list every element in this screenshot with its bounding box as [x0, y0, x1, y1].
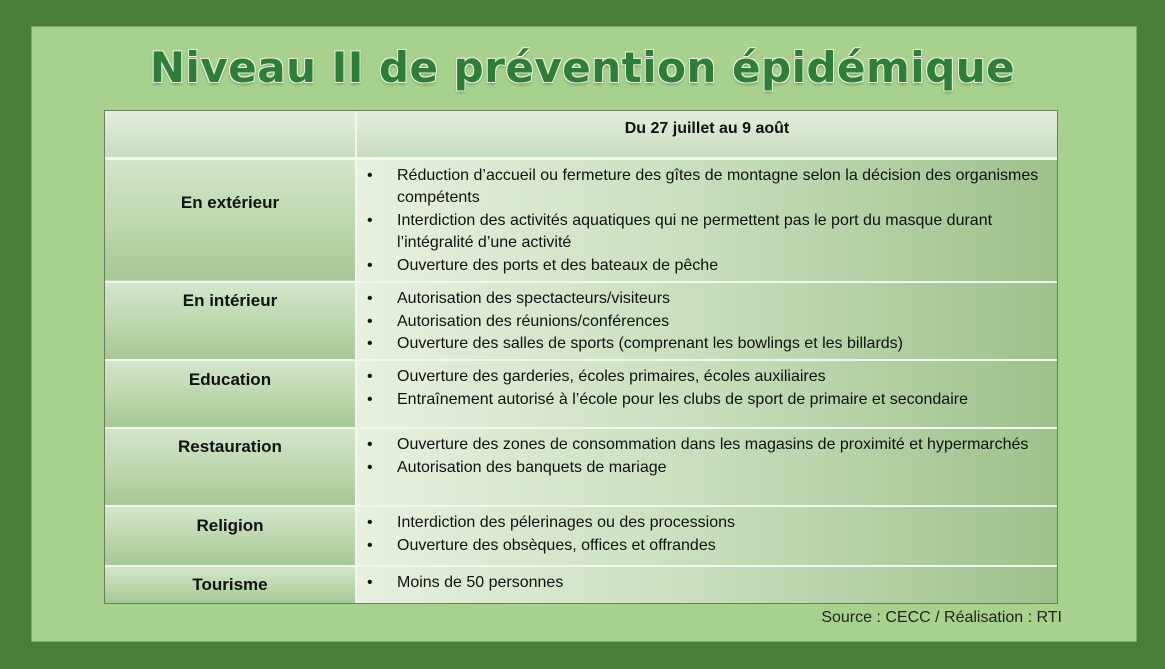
header-corner-cell	[105, 111, 356, 158]
measures-list	[357, 361, 1057, 411]
category-label: En extérieur	[180, 192, 280, 212]
list-item: • Entraînement autorisé à l’école pour les clubs de sport de primaire et secondaire	[357, 389, 1047, 412]
category-cell	[105, 360, 356, 428]
category-cell	[105, 158, 356, 282]
category-label: Tourisme	[192, 575, 268, 594]
measures-list	[357, 507, 1057, 557]
measures-table	[105, 111, 1057, 603]
list-item: • Autorisation des spectacteurs/visiteurs	[357, 288, 1047, 311]
measures-list	[357, 567, 1057, 595]
list-item: • Ouverture des obsèques, offices et offrandes	[357, 535, 1047, 558]
category-label: Religion	[196, 516, 264, 535]
table-row	[105, 428, 1057, 506]
category-label: Education	[188, 370, 272, 389]
list-item: • Ouverture des zones de consommation dans les magasins de proximité et hypermarchés	[357, 434, 1047, 457]
list-item: • Ouverture des salles de sports (comprenant les bowlings et les billards)	[357, 333, 1047, 356]
table-row	[105, 566, 1057, 603]
list-item: • Réduction d’accueil ou fermeture des gîtes de montagne selon la décision des organismes compétents	[357, 165, 1047, 210]
table-row	[105, 360, 1057, 428]
measures-cell	[356, 360, 1057, 428]
category-label: En intérieur	[182, 291, 278, 310]
measures-cell	[356, 506, 1057, 566]
list-item: • Ouverture des garderies, écoles primaires, écoles auxiliaires	[357, 366, 1047, 389]
measures-list	[357, 160, 1057, 278]
list-item: • Ouverture des ports et des bateaux de pêche	[357, 255, 1047, 278]
category-cell	[105, 428, 356, 506]
measures-cell	[356, 282, 1057, 360]
category-cell	[105, 566, 356, 603]
table-header-row	[105, 111, 1057, 158]
measures-cell	[356, 158, 1057, 282]
category-cell	[105, 282, 356, 360]
list-item: • Interdiction des pélerinages ou des processions	[357, 512, 1047, 535]
measures-cell	[356, 566, 1057, 603]
list-item: • Moins de 50 personnes	[357, 572, 1047, 595]
list-item: • Interdiction des activités aquatiques qui ne permettent pas le port du masque durant l’intégralité d’une activité	[357, 210, 1047, 255]
table-row	[105, 282, 1057, 360]
source-credit: Source : CECC / Réalisation : RTI	[821, 609, 1062, 626]
measures-cell	[356, 428, 1057, 506]
table-row	[105, 158, 1057, 282]
measures-list	[357, 283, 1057, 356]
table-row	[105, 506, 1057, 566]
measures-list	[357, 429, 1057, 479]
list-item: • Autorisation des réunions/conférences	[357, 311, 1047, 334]
period-header: Du 27 juillet au 9 août	[356, 111, 1057, 158]
page-title: Niveau II de prévention épidémique	[149, 43, 1016, 92]
category-label: Restauration	[178, 437, 282, 456]
category-cell	[105, 506, 356, 566]
list-item: • Autorisation des banquets de mariage	[357, 457, 1047, 480]
